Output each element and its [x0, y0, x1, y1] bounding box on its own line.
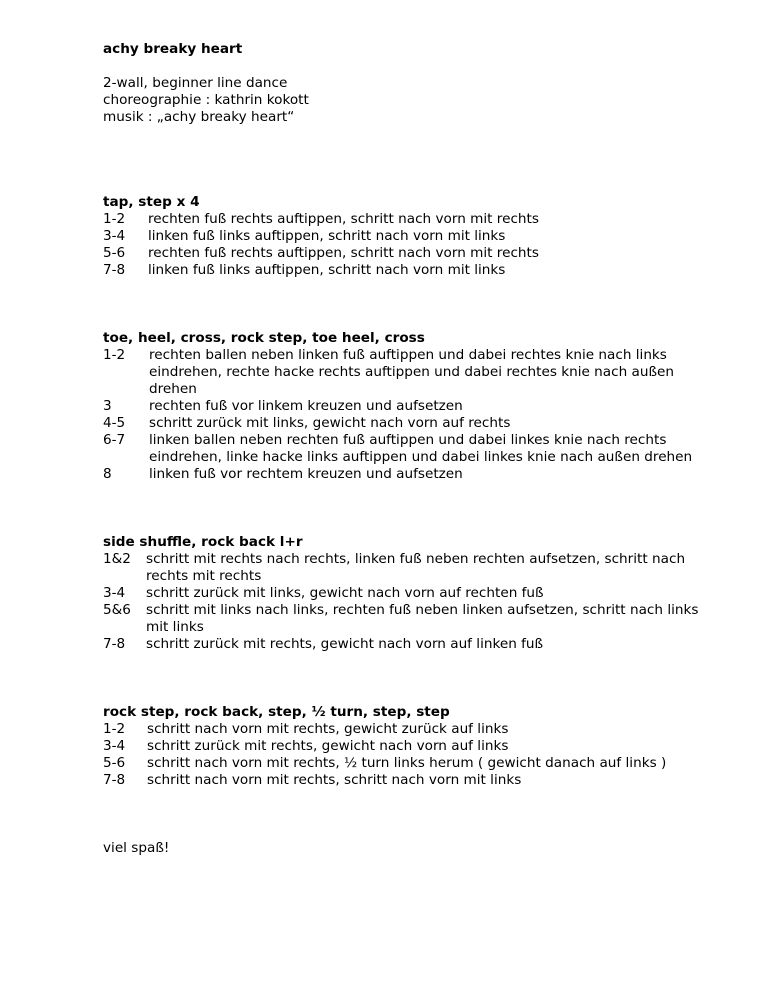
step-row [103, 262, 703, 279]
step-count: 3 [103, 398, 112, 414]
section-heading: side shuffle, rock back l+r [103, 534, 303, 550]
section-heading: toe, heel, cross, rock step, toe heel, cross [103, 330, 425, 346]
step-row [103, 347, 703, 398]
step-count: 7-8 [103, 636, 126, 652]
step-count: 1-2 [103, 211, 126, 227]
step-count: 3-4 [103, 228, 126, 244]
step-row [103, 772, 703, 789]
document-title: achy breaky heart [103, 41, 243, 57]
step-text: schritt mit links nach links, rechten fuß neben linken aufsetzen, schritt nach links mit links [146, 602, 699, 635]
step-row [103, 602, 703, 636]
step-count: 1&2 [103, 551, 131, 567]
step-text: schritt mit rechts nach rechts, linken fuß neben rechten aufsetzen, schritt nach rechts mit rechts [146, 551, 686, 584]
info-choreography: choreographie : kathrin kokott [103, 92, 309, 108]
step-count: 7-8 [103, 262, 126, 278]
step-count: 4-5 [103, 415, 126, 431]
section-tap-step [103, 194, 703, 279]
step-text: schritt zurück mit rechts, gewicht nach vorn auf links [147, 738, 509, 754]
step-text: schritt nach vorn mit rechts, ½ turn links herum ( gewicht danach auf links ) [147, 755, 667, 771]
step-row [103, 466, 703, 483]
step-count: 5-6 [103, 245, 126, 261]
step-row [103, 211, 703, 228]
step-count: 6-7 [103, 432, 126, 448]
step-count: 5&6 [103, 602, 131, 618]
step-text: rechten fuß rechts auftippen, schritt nach vorn mit rechts [148, 211, 539, 227]
step-count: 3-4 [103, 738, 126, 754]
step-row [103, 551, 703, 585]
step-row [103, 636, 703, 653]
step-row [103, 398, 703, 415]
step-row [103, 585, 703, 602]
closing-text: viel spaß! [103, 840, 170, 856]
step-count: 1-2 [103, 721, 126, 737]
step-count: 1-2 [103, 347, 126, 363]
step-text: schritt zurück mit rechts, gewicht nach vorn auf linken fuß [146, 636, 544, 652]
step-count: 8 [103, 466, 112, 482]
step-row [103, 228, 703, 245]
step-text: rechten fuß rechts auftippen, schritt nach vorn mit rechts [148, 245, 539, 261]
section-heading: rock step, rock back, step, ½ turn, step, step [103, 704, 450, 720]
section-toe-heel-cross [103, 330, 703, 483]
section-side-shuffle [103, 534, 703, 653]
step-count: 7-8 [103, 772, 126, 788]
step-row [103, 755, 703, 772]
section-heading: tap, step x 4 [103, 194, 200, 210]
step-text: rechten ballen neben linken fuß auftippen und dabei rechtes knie nach links eindrehen, rechte hacke rechts auftippen und dabei rechtes knie nach außen drehen [149, 347, 675, 397]
step-text: schritt zurück mit links, gewicht nach vorn auf rechts [149, 415, 511, 431]
step-text: schritt zurück mit links, gewicht nach vorn auf rechten fuß [146, 585, 544, 601]
step-text: schritt nach vorn mit rechts, gewicht zurück auf links [147, 721, 509, 737]
step-text: linken ballen neben rechten fuß auftippen und dabei linkes knie nach rechts eindrehen, linke hacke links auftippen und dabei linkes knie nach außen drehen [149, 432, 693, 465]
step-text: linken fuß vor rechtem kreuzen und aufsetzen [149, 466, 463, 482]
step-text: schritt nach vorn mit rechts, schritt nach vorn mit links [147, 772, 522, 788]
info-music: musik : „achy breaky heart“ [103, 109, 295, 125]
step-row [103, 245, 703, 262]
section-rock-step-turn [103, 704, 703, 789]
step-row [103, 415, 703, 432]
step-count: 5-6 [103, 755, 126, 771]
document-page [103, 41, 703, 857]
step-count: 3-4 [103, 585, 126, 601]
step-row [103, 432, 703, 466]
info-dance-type: 2-wall, beginner line dance [103, 75, 288, 91]
step-text: rechten fuß vor linkem kreuzen und aufsetzen [149, 398, 463, 414]
step-text: linken fuß links auftippen, schritt nach vorn mit links [148, 262, 506, 278]
step-row [103, 738, 703, 755]
step-row [103, 721, 703, 738]
step-text: linken fuß links auftippen, schritt nach vorn mit links [148, 228, 506, 244]
